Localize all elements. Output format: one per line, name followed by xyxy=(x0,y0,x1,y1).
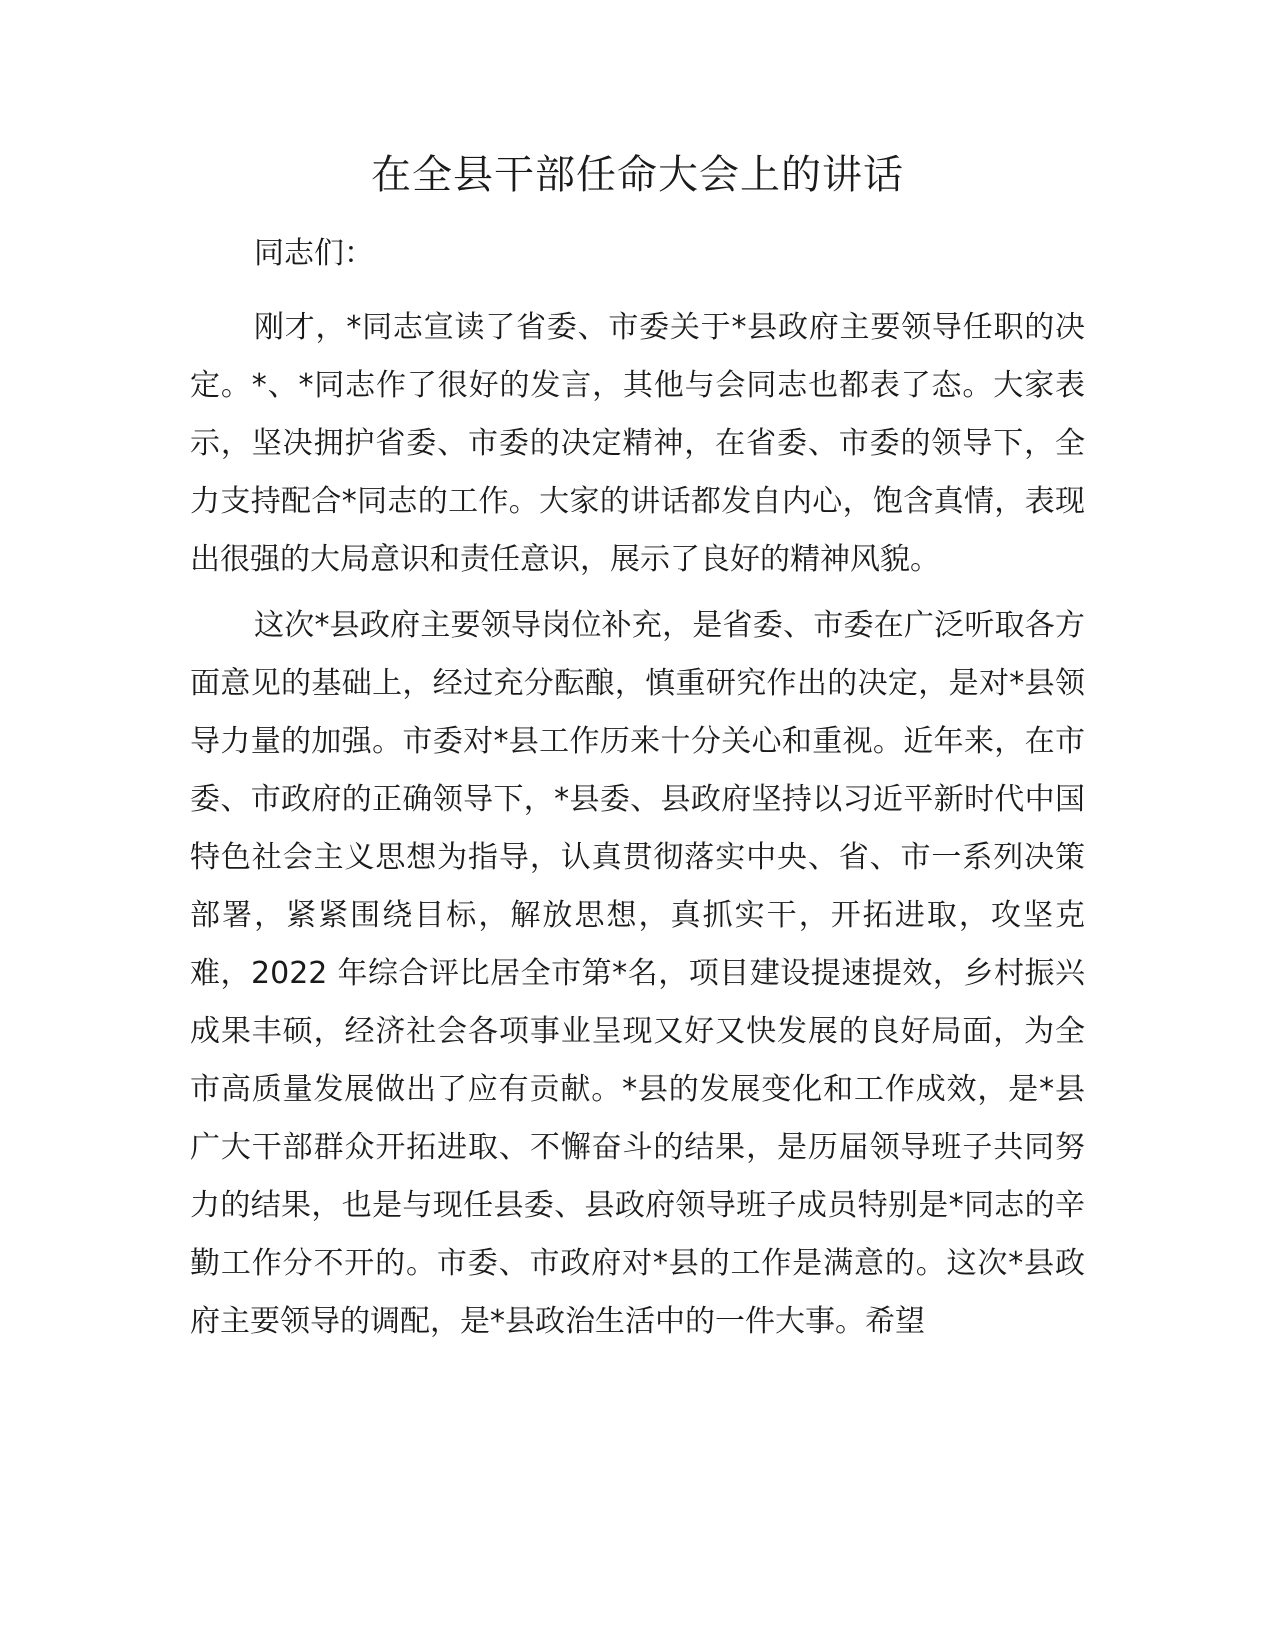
document-body xyxy=(190,225,1085,1351)
paragraph-1: 刚才，*同志宣读了省委、市委关于*县政府主要领导任职的决定。*、*同志作了很好的发言，其他与会同志也都表了态。大家表示，坚决拥护省委、市委的决定精神，在省委、市委的领导下，全力支持配合*同志的工作。大家的讲话都发自内心，饱含真情，表现出很强的大局意识和责任意识，展示了良好的精神风貌。 xyxy=(190,310,1085,577)
document-title: 在全县干部任命大会上的讲话 xyxy=(371,152,904,198)
salutation: 同志们： xyxy=(254,236,374,271)
paragraph-2: 这次*县政府主要领导岗位补充，是省委、市委在广泛听取各方面意见的基础上，经过充分酝酿，慎重研究作出的决定，是对*县领导力量的加强。市委对*县工作历来十分关心和重视。近年来，在市委、市政府的正确领导下，*县委、县政府坚持以习近平新时代中国特色社会主义思想为指导，认真贯彻落实中央、省、市一系列决策部署，紧紧围绕目标，解放思想，真抓实干，开拓进取，攻坚克难，2022 年综合评比居全市第*名，项目建设提速提效，乡村振兴成果丰硕，经济社会各项事业呈现又好又快发展的良好局面，为全市高质量发展做出了应有贡献。*县的发展变化和工作成效，是*县广大干部群众开拓进取、不懈奋斗的结果，是历届领导班子共同努力的结果，也是与现任县委、县政府领导班子成员特别是*同志的辛勤工作分不开的。市委、市政府对*县的工作是满意的。这次*县政府主要领导的调配，是*县政治生活中的一件大事。希望 xyxy=(190,608,1085,1339)
